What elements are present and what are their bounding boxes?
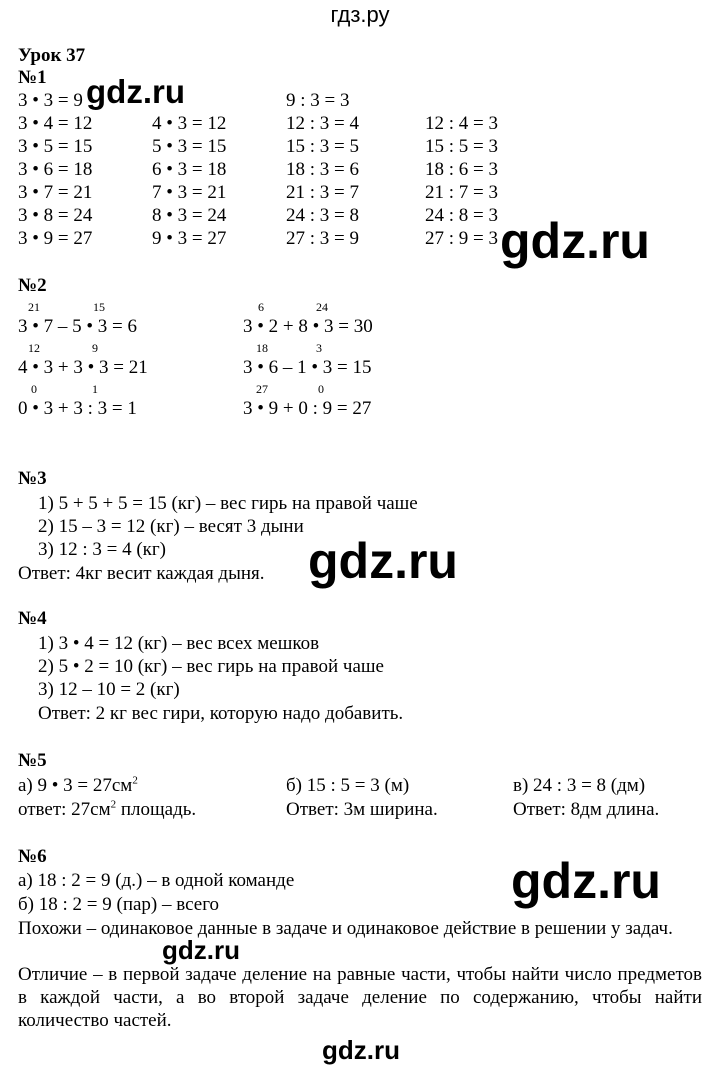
answer-text: ответ: 27см [18, 799, 111, 820]
equation: 4 • 3 = 12 [152, 113, 227, 134]
difference-paragraph: Отличие – в первой задаче деление на равные части, чтобы найти число предметов в каждой части, а во второй задаче деление по содержанию, чтобы найти количество частей. [18, 964, 702, 1031]
equation: 3 • 4 = 12 [18, 113, 93, 134]
intermediate-value: 0 [31, 382, 37, 396]
part-c-expression: в) 24 : 3 = 8 (дм) [513, 775, 646, 796]
equation: 9 : 3 = 3 [286, 90, 350, 111]
solution-step: 1) 5 + 5 + 5 = 15 (кг) – вес гирь на правой чаше [38, 493, 418, 514]
equation: 3 • 3 = 9 [18, 90, 83, 111]
equation: 21 : 3 = 7 [286, 182, 359, 203]
solution-step: 3) 12 – 10 = 2 (кг) [38, 679, 180, 700]
expression: 0 • 3 + 3 : 3 = 1 [18, 398, 137, 419]
task-4-title: №4 [18, 608, 47, 629]
equation: 21 : 7 = 3 [425, 182, 498, 203]
part-a-expression [18, 775, 138, 797]
exponent: 2 [132, 774, 138, 787]
equation: 18 : 3 = 6 [286, 159, 359, 180]
part-c-answer: Ответ: 8дм длина. [513, 799, 660, 820]
expression: 3 • 9 + 0 : 9 = 27 [243, 398, 372, 419]
equation: 24 : 8 = 3 [425, 205, 498, 226]
equation: 27 : 9 = 3 [425, 228, 498, 249]
expression: 3 • 2 + 8 • 3 = 30 [243, 316, 373, 337]
watermark: gdz.ru [322, 1035, 400, 1065]
watermark: gdz.ru [308, 533, 458, 589]
equation: 15 : 5 = 3 [425, 136, 498, 157]
task-3-title: №3 [18, 468, 47, 489]
equation: 9 • 3 = 27 [152, 228, 227, 249]
equation: 24 : 3 = 8 [286, 205, 359, 226]
answer-tail: площадь. [116, 799, 197, 820]
intermediate-value: 6 [258, 300, 264, 314]
exponent: 2 [110, 798, 117, 811]
equation: 6 • 3 = 18 [152, 159, 227, 180]
watermark: gdz.ru [511, 853, 661, 909]
equation: 27 : 3 = 9 [286, 228, 359, 249]
solution-step: 3) 12 : 3 = 4 (кг) [38, 539, 166, 560]
watermark: gdz.ru [162, 935, 240, 965]
expression: 3 • 6 – 1 • 3 = 15 [243, 357, 372, 378]
equation: 18 : 6 = 3 [425, 159, 498, 180]
equation: 15 : 3 = 5 [286, 136, 359, 157]
part-a-answer [18, 799, 196, 821]
task-5-title: №5 [18, 750, 47, 771]
intermediate-value: 1 [92, 382, 98, 396]
equation: 8 • 3 = 24 [152, 205, 227, 226]
task-2-title: №2 [18, 275, 47, 296]
part-a: а) 18 : 2 = 9 (д.) – в одной команде [18, 870, 295, 891]
expression: 4 • 3 + 3 • 3 = 21 [18, 357, 148, 378]
intermediate-value: 18 [256, 341, 268, 355]
part-b-expression: б) 15 : 5 = 3 (м) [286, 775, 410, 796]
expression: 3 • 7 – 5 • 3 = 6 [18, 316, 138, 337]
equation: 3 • 5 = 15 [18, 136, 93, 157]
equation: 12 : 4 = 3 [425, 113, 498, 134]
equation: 3 • 8 = 24 [18, 205, 93, 226]
watermark: gdz.ru [500, 213, 650, 269]
task-6-title: №6 [18, 846, 47, 867]
watermark: gdz.ru [86, 73, 185, 110]
part-b-answer: Ответ: 3м ширина. [286, 799, 438, 820]
task-1-title: №1 [18, 67, 47, 88]
intermediate-value: 21 [28, 300, 40, 314]
equation: 7 • 3 = 21 [152, 182, 227, 203]
equation: 5 • 3 = 15 [152, 136, 227, 157]
equation: 3 • 6 = 18 [18, 159, 93, 180]
solution-step: 2) 15 – 3 = 12 (кг) – весят 3 дыни [38, 516, 304, 537]
intermediate-value: 24 [316, 300, 328, 314]
answer: Ответ: 4кг весит каждая дыня. [18, 563, 265, 584]
site-header: гдз.ру [330, 2, 390, 27]
intermediate-value: 9 [92, 341, 98, 355]
part-b: б) 18 : 2 = 9 (пар) – всего [18, 894, 220, 915]
answer: Ответ: 2 кг вес гири, которую надо добавить. [38, 703, 404, 724]
equation: 3 • 9 = 27 [18, 228, 93, 249]
expr-text: а) 9 • 3 = 27см [18, 775, 133, 796]
intermediate-value: 12 [28, 341, 40, 355]
equation: 12 : 3 = 4 [286, 113, 359, 134]
equation: 3 • 7 = 21 [18, 182, 93, 203]
intermediate-value: 3 [316, 341, 322, 355]
solution-step: 1) 3 • 4 = 12 (кг) – вес всех мешков [38, 633, 320, 654]
intermediate-value: 15 [93, 300, 105, 314]
similarity-paragraph: Похожи – одинаковое данные в задаче и одинаковое действие в решении у задач. [18, 918, 673, 939]
lesson-title: Урок 37 [18, 45, 86, 66]
solution-step: 2) 5 • 2 = 10 (кг) – вес гирь на правой чаше [38, 656, 384, 677]
intermediate-value: 27 [256, 382, 268, 396]
intermediate-value: 0 [318, 382, 324, 396]
